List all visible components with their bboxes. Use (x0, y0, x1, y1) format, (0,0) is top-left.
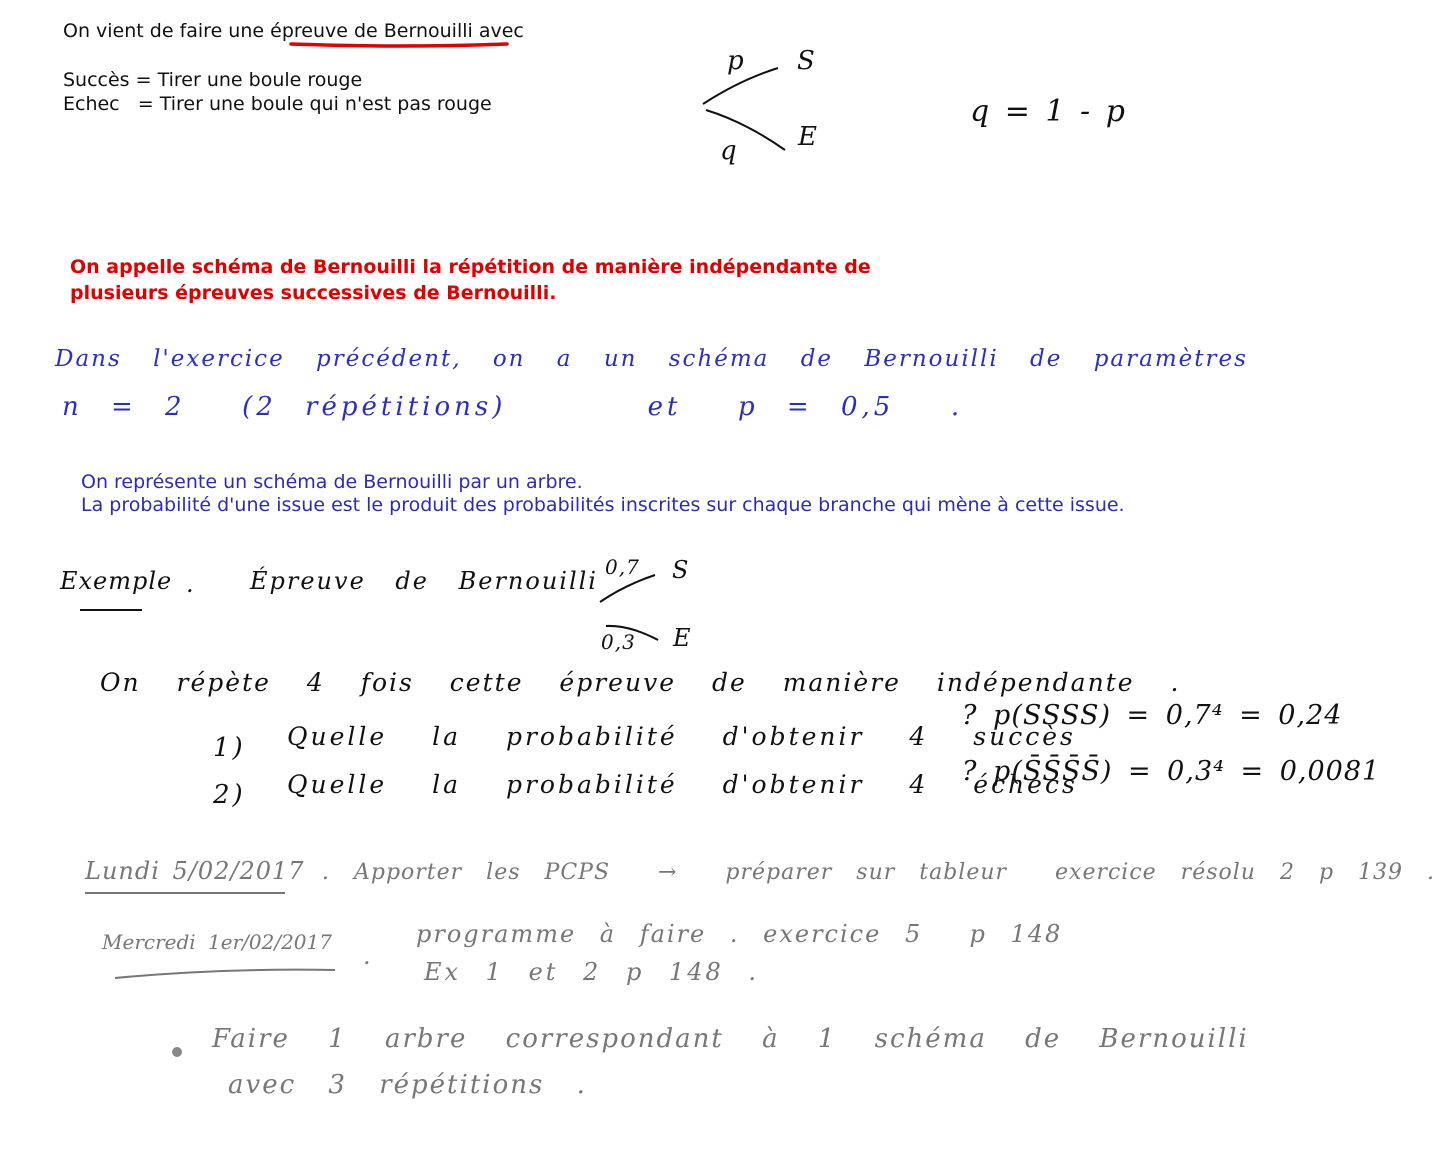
tree1-branch-bottom (706, 110, 785, 150)
mercredi-underline (115, 970, 335, 978)
example-label: Exemple (60, 567, 173, 595)
example-label-s: S (672, 556, 692, 584)
definition-line-1: On appelle schéma de Bernouilli la répétition de manière indépendante de (70, 256, 871, 278)
example-label-e: E (673, 624, 694, 652)
question-2-number: 2) (213, 780, 246, 810)
tree1-label-p: p (727, 46, 747, 76)
question-1-number: 1) (213, 733, 246, 763)
intro-underlined-term: épreuve de Bernouilli (270, 20, 473, 42)
homework-bullet-line-2: avec 3 répétitions . (228, 1070, 587, 1100)
homework-mercredi-date: Mercredi 1er/02/2017 (102, 930, 332, 954)
tree2-branch-top (600, 575, 655, 602)
example-text: Épreuve de Bernouilli (250, 567, 598, 595)
definition-line-2: plusieurs épreuves successives de Bernouilli. (70, 282, 557, 304)
homework-mercredi-dot: . (363, 942, 374, 970)
question-1-answer: ? p(SSSS) = 0,7⁴ = 0,24 (962, 700, 1343, 731)
question-2-text: Quelle la probabilité d'obtenir 4 échecs (287, 770, 1078, 799)
representation-line-2: La probabilité d'une issue est le produit des probabilités inscrites sur chaque branche qui mène à cette issue. (81, 494, 1125, 516)
tree1-label-s: S (797, 46, 818, 76)
homework-bullet-line-1: Faire 1 arbre correspondant à 1 schéma de Bernouilli (212, 1024, 1249, 1054)
homework-mercredi-line-2: Ex 1 et 2 p 148 . (424, 958, 760, 986)
red-underline (291, 44, 507, 46)
blue-note-line-2: n = 2 (2 répétitions) et p = 0,5 . (62, 392, 964, 422)
tree1-relation: q = 1 - p (970, 94, 1127, 129)
intro-line-success: Succès = Tirer une boule rouge (63, 69, 363, 91)
homework-mercredi-line-1: programme à faire . exercice 5 p 148 (416, 920, 1063, 948)
repeat-line: On répète 4 fois cette épreuve de manière indépendante . (100, 668, 1181, 697)
blue-note-line-1: Dans l'exercice précédent, on a un schéma de Bernouilli de paramètres (55, 346, 1248, 372)
intro-line-1: On vient de faire une épreuve de Bernouilli avec (63, 20, 524, 42)
tree1-label-e: E (798, 122, 820, 152)
question-2-answer: ? p(S̄S̄S̄S̄) = 0,3⁴ = 0,0081 (962, 756, 1381, 787)
homework-lundi-date: Lundi 5/02/2017 (85, 857, 305, 885)
question-1-text: Quelle la probabilité d'obtenir 4 succès (287, 722, 1076, 751)
intro-line-failure: Echec = Tirer une boule qui n'est pas rouge (63, 93, 492, 115)
bullet-dot (172, 1047, 182, 1057)
homework-lundi-text: . Apporter les PCPS → préparer sur tableur exercice résolu 2 p 139 . (322, 860, 1435, 885)
representation-line-1: On représente un schéma de Bernouilli par un arbre. (81, 471, 583, 493)
tree1-label-q: q (720, 136, 740, 166)
example-prob-failure: 0,3 (601, 630, 636, 654)
example-dot: . (186, 570, 197, 598)
example-prob-success: 0,7 (605, 555, 640, 579)
